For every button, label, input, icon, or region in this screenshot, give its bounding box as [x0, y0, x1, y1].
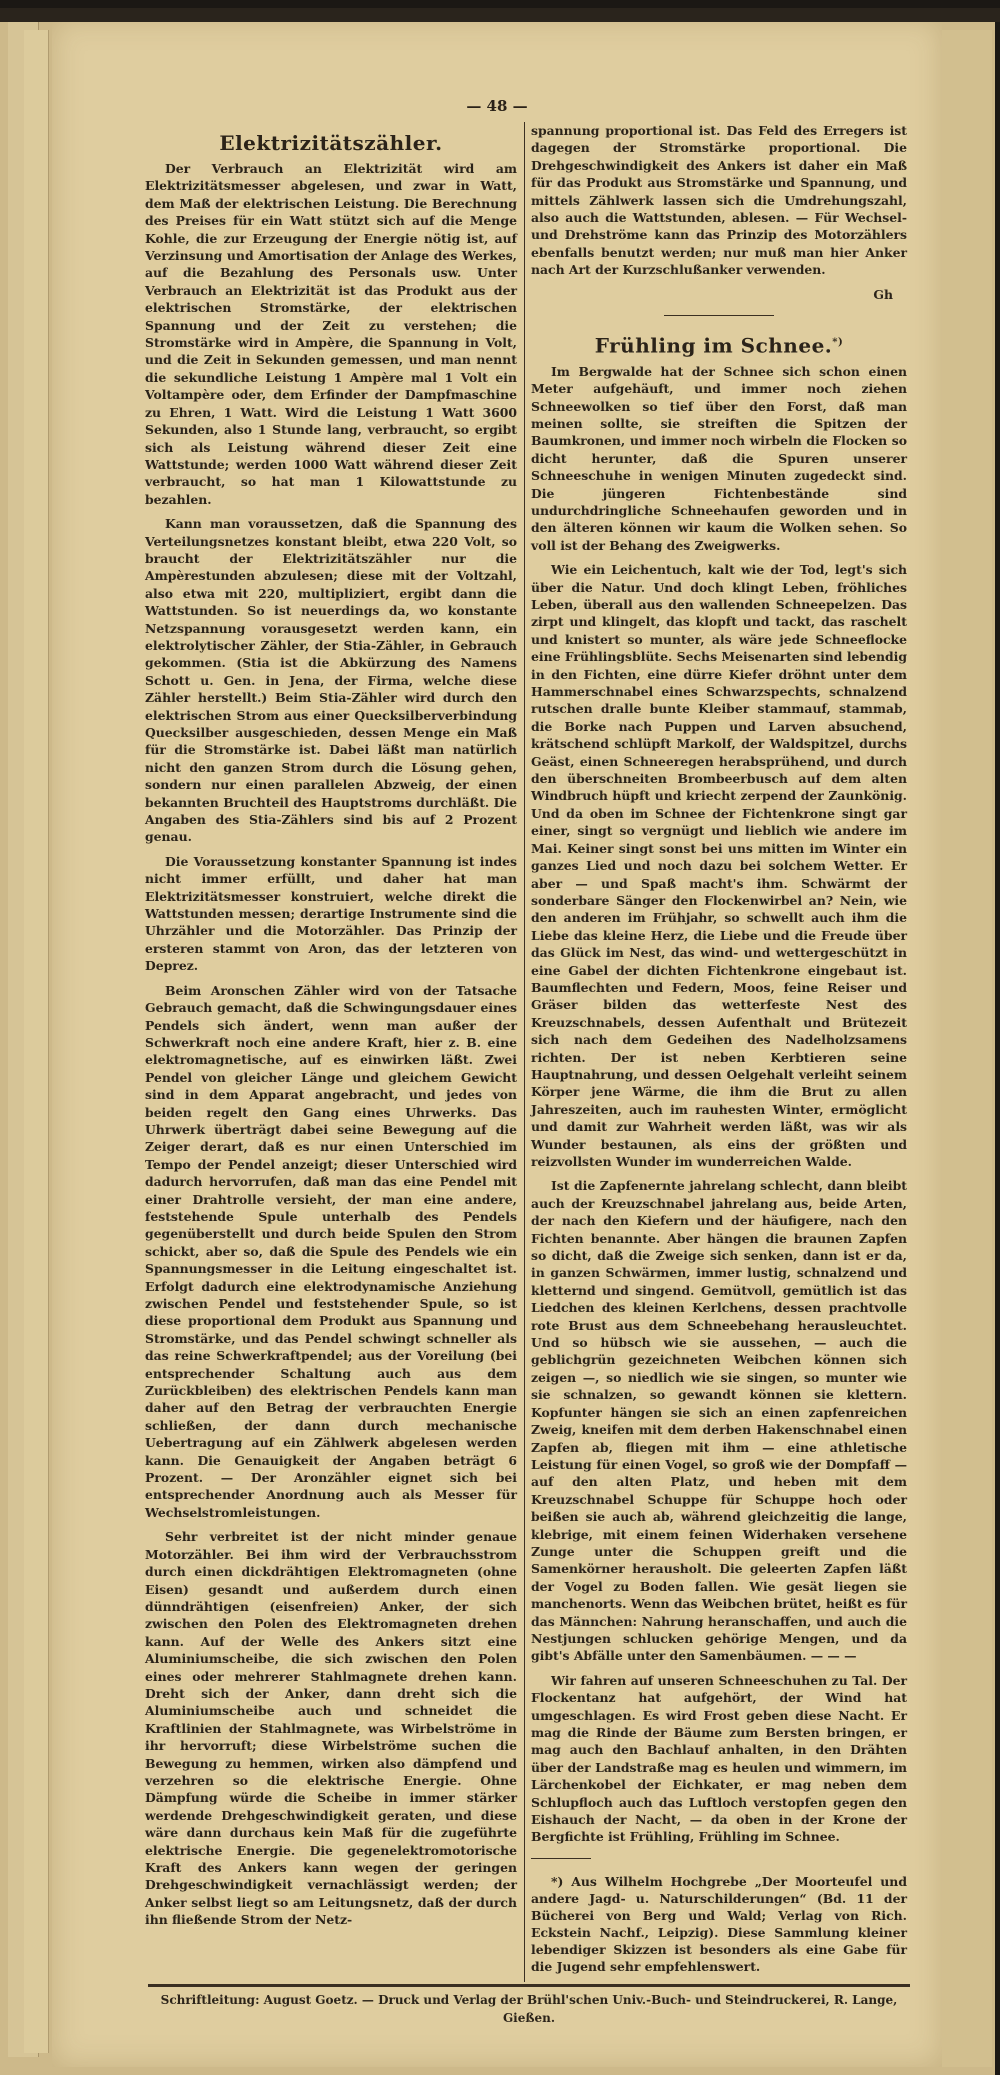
paragraph-continuation: spannung proportional ist. Das Feld des Erregers ist dagegen der Stromstärke proportional. Die Drehgeschwindigkeit des Ankers ist daher ein Maß für das Produkt aus Stromstärke und Spannung, und mittels Zählwerk lassen sich die Umdrehungszahl, also auch die Wattstunden, ablesen. — Für Wechsel- und Drehströme kann das Prinzip des Motorzählers ebenfalls benutzt werden; nur muß man hier Anker nach Art der Kurzschlußanker verwenden. [531, 123, 907, 278]
title-text: Frühling im Schnee. [594, 333, 833, 358]
book-background [0, 8, 995, 2075]
paragraph: Sehr verbreitet ist der nicht minder genaue Motorzähler. Bei ihm wird der Verbrauchsstrom durch einen dickdrähtigen Elektromagneten (ohne Eisen) gesandt und außerdem durch einen dünndrähtigen (eisenfreien) Anker, der sich zwischen den Polen des Elektromagneten drehen kann. Auf der Welle des Ankers sitzt eine Aluminiumscheibe, die sich zwischen den Polen eines oder mehrerer Stahlmagnete drehen kann. Dreht sich der Anker, dann dreht sich die Aluminiumscheibe auch und schneidet die Kraftlinien der Stahlmagnete, was Wirbelströme in ihr hervorruft; diese Wirbelströme suchen die Bewegung zu hemmen, wirken also dämpfend und verzehren so die elektrische Energie. Ohne Dämpfung würde die Scheibe in immer stärker werdende Drehgeschwindigkeit geraten, und diese wäre dann durchaus kein Maß für die zugeführte elektrische Energie. Die gegenelektromotorische Kraft des Ankers kann wegen der geringen Drehgeschwindigkeit vernachlässigt werden; der Anker selbst liegt so am Leitungsnetz, daß der durch ihn fließende Strom der Netz- [145, 1529, 517, 1928]
page-sheet [52, 18, 942, 2067]
footnote-rule [531, 1858, 591, 1859]
paragraph: Wie ein Leichentuch, kalt wie der Tod, legt's sich über die Natur. Und doch klingt Leben, fröhliches Leben, überall aus den wallenden Schneepelzen. Das zirpt und klingelt, das klopft und tackt, das raschelt und knistert so munter, als wäre jede Schneeflocke eine Frühlingsblüte. Sechs Meisenarten sind lebendig in den Fichten, eine dürre Kiefer dröhnt unter dem Hammerschnabel eines Schwarzspechts, schnalzend rutschen dralle bunte Kleiber stammauf, stammab, die Borke nach Puppen und Larven absuchend, krätschend schlüpft Markolf, der Waldspitzel, durchs Geäst, einen Schneeregen herabsprühend, und durch den überschneiten Brombeerbusch auf dem alten Windbruch hüpft und kriecht zerpend der Zaunkönig. Und da oben im Schnee der Fichtenkrone singt gar einer, singt so vergnügt und lieblich wie andere im Mai. Keiner singt sonst bei uns mitten im Winter ein ganzes Lied und noch dazu bei solchem Wetter. Er aber — und Spaß macht's ihm. Schwärmt der sonderbare Sänger den Flockenwirbel an? Nein, wie den anderen im Frühjahr, so schwellt auch ihm die Liebe das kleine Herz, die Liebe und die Freude über das Glück im Nest, das wind- und wettergeschützt in eine Gabel der dichten Fichtenkrone eingebaut ist. Baumflechten und Federn, Moos, feine Reiser und Gräser bilden das wetterfeste Nest des Kreuzschnabels, dessen Aufenthalt und Brütezeit sich nach dem Gedeihen des Nadelholzsamens richten. Der ist neben Kerbtieren seine Hauptnahrung, und dessen Oelgehalt verleiht seinem Körper jene Wärme, die ihm die Brut zu allen Jahreszeiten, auch im rauhesten Winter, ermöglicht und damit zur Wahrheit werden läßt, was wir als Wunder bestaunen, als eins der größten und reizvollsten Wunder im wunderreichen Walde. [531, 562, 907, 1169]
left-column [145, 122, 524, 1982]
section-separator [664, 315, 774, 316]
paragraph: Der Verbrauch an Elektrizität wird am Elektrizitätsmesser abgelesen, und zwar in Watt, dem Maß der elektrischen Leistung. Die Berechnung des Preises für ein Watt stützt sich auf die Menge Kohle, die zur Erzeugung der Energie nötig ist, auf Verzinsung und Amortisation der Anlage des Werkes, auf die Bezahlung des Personals usw. Unter Verbrauch an Elektrizität ist das Produkt aus der elektrischen Stromstärke, der elektrischen Spannung und der Zeit zu verstehen; die Stromstärke wird in Ampère, die Spannung in Volt, und die Zeit in Sekunden gemessen, und man nennt die sekundliche Leistung 1 Ampère mal 1 Volt ein Voltampère oder, dem Erfinder der Dampfmaschine zu Ehren, 1 Watt. Wird die Leistung 1 Watt 3600 Sekunden, also 1 Stunde lang, verbraucht, so ergibt sich als Leistung während dieser Zeit eine Wattstunde; werden 1000 Watt während dieser Zeit verbraucht, so hat man 1 Kilowattstunde zu bezahlen. [145, 161, 517, 507]
paragraph: Ist die Zapfenernte jahrelang schlecht, dann bleibt auch der Kreuzschnabel jahrelang aus, beide Arten, der nach den Kiefern und der häufigere, nach den Fichten benannte. Aber hängen die braunen Zapfen so dicht, daß die Zweige sich senken, dann ist er da, in ganzen Schwärmen, immer lustig, schnalzend und kletternd und singend. Gemütvoll, gemütlich ist das Liedchen des kleinen Kerlchens, dessen prachtvolle rote Brust aus dem Schneebehang herausleuchtet. Und so hübsch wie sie aussehen, — auch die geblichgrün gezeichneten Weibchen können sich zeigen —, so niedlich wie sie singen, so munter wie sie schnalzen, so gewandt können sie klettern. Kopfunter hängen sie sich an einen zapfenreichen Zweig, kneifen mit dem derben Hakenschnabel einen Zapfen ab, fliegen mit ihm — eine athletische Leistung für einen Vogel, so groß wie der Dompfaff — auf den alten Platz, und heben mit dem Kreuzschnabel Schuppe für Schuppe hoch oder beißen sie auch ab, während gleichzeitig die lange, klebrige, mit einem feinen Widerhaken versehene Zunge unter die Schuppen greift und die Samenkörner herausholt. Die geleerten Zapfen läßt der Vogel zu Boden fallen. Wie gesät liegen sie manchenorts. Wenn das Weibchen brütet, heißt es für das Männchen: Nahrung heranschaffen, und auch die Nestjungen schlucken gehörige Mengen, und da gibt's Abfälle unter den Samenbäumen. — — — [531, 1178, 907, 1664]
right-column [525, 122, 907, 1982]
page-edge [24, 30, 49, 2053]
paragraph: Beim Aronschen Zähler wird von der Tatsache Gebrauch gemacht, daß die Schwingungsdauer eines Pendels sich ändert, wenn man außer der Schwerkraft noch eine andere Kraft, hier z. B. eine elektromagnetische, auf es einwirken läßt. Zwei Pendel von gleicher Länge und gleichem Gewicht sind in dem Apparat angebracht, und jedes von beiden regelt den Gang eines Uhrwerks. Das Uhrwerk überträgt dabei seine Bewegung auf die Zeiger derart, daß es nur einen Unterschied im Tempo der Pendel anzeigt; dieser Unterschied wird dadurch hervorrufen, daß man das eine Pendel mit einer Drahtrolle versieht, der man eine andere, feststehende Spule unterhalb des Pendels gegenüberstellt und durch beide Spulen den Strom schickt, aber so, daß die Spule des Pendels wie ein Spannungsmesser in die Leitung eingeschaltet ist. Erfolgt dadurch eine elektrodynamische Anziehung zwischen Pendel und feststehender Spule, so ist diese proportional dem Produkt aus Spannung und Stromstärke, und das Pendel schwingt schneller als das reine Schwerkraftpendel; aus der Voreilung (bei entsprechender Schaltung auch aus dem Zurückbleiben) des elektrischen Pendels kann man daher auf den Betrag der verbrauchten Energie schließen, der dann durch mechanische Uebertragung auf ein Zählwerk abgelesen werden kann. Die Genauigkeit der Angaben beträgt 6 Prozent. — Der Aronzähler eignet sich bei entsprechender Anordnung auch als Messer für Wechselstromleistungen. [145, 982, 517, 1520]
footnote-mark: *) [832, 337, 844, 349]
columns [145, 122, 907, 1982]
article-title-fruehling [531, 330, 907, 359]
bottom-rule [148, 1984, 910, 1987]
imprint: Schriftleitung: August Goetz. — Druck und Verlag der Brühl'schen Univ.-Buch- und Steindruckerei, R. Lange, Gießen. [160, 1992, 898, 2025]
page-number: — 48 — [466, 97, 528, 115]
binding-strip [0, 8, 1000, 22]
page-edge [942, 30, 992, 2067]
paragraph: Die Voraussetzung konstanter Spannung ist indes nicht immer erfüllt, und daher hat man Elektrizitätsmesser konstruiert, welche direkt die Wattstunden messen; derartige Instrumente sind die Uhrzähler und die Motorzähler. Das Prinzip der ersteren stammt von Aron, das der letzteren von Deprez. [145, 853, 517, 974]
paragraph: Kann man voraussetzen, daß die Spannung des Verteilungsnetzes konstant bleibt, etwa 220 Volt, so braucht der Elektrizitätszähler nur die Ampèrestunden abzulesen; diese mit der Voltzahl, also etwa mit 220, multipliziert, ergibt dann die Wattstunden. So ist neuerdings da, wo konstante Netzspannung vorausgesetzt werden kann, ein elektrolytischer Zähler, der Stia-Zähler, in Gebrauch gekommen. (Stia ist die Abkürzung des Namens Schott u. Gen. in Jena, der Firma, welche diese Zähler herstellt.) Beim Stia-Zähler wird durch den elektrischen Strom aus einer Quecksilberverbindung Quecksilber ausgeschieden, dessen Menge ein Maß für die Stromstärke ist. Dabei läßt man natürlich nicht den ganzen Strom durch die Lösung gehen, sondern nur einen parallelen Abzweig, der einen bekannten Bruchteil des Hauptstroms durchläßt. Die Angaben des Stia-Zählers sind bis auf 2 Prozent genau. [145, 516, 517, 845]
paragraph: Im Bergwalde hat der Schnee sich schon einen Meter aufgehäuft, und immer noch ziehen Schneewolken so tief über den Forst, daß man meinen sollte, sie streiften die Spitzen der Baumkronen, und immer noch wirbeln die Flocken so dicht herunter, daß die Spuren unserer Schneeschuhe in wenigen Minuten zugedeckt sind. Die jüngeren Fichtenbestände sind undurchdringliche Schneehaufen geworden und in den älteren können wir kaum die Wolken sehen. So voll ist der Behang des Zweigwerks. [531, 363, 907, 553]
paragraph: Wir fahren auf unseren Schneeschuhen zu Tal. Der Flockentanz hat aufgehört, der Wind hat umgeschlagen. Es wird Frost geben diese Nacht. Er mag die Rinde der Bäume zum Bersten bringen, er mag auch den Bachlauf anhalten, in den Drähten über der Landstraße mag es heulen und wimmern, im Lärchenkobel der Eichkater, er mag neben dem Schlupfloch auch das Luftloch verstopfen gegen den Eishauch der Nacht, — da oben in der Krone der Bergfichte ist Frühling, Frühling im Schnee. [531, 1672, 907, 1845]
author-signature: Gh [873, 286, 893, 302]
article-title-elektrizitaetszaehler: Elektrizitätszähler. [219, 131, 443, 155]
footnote: *) Aus Wilhelm Hochgrebe „Der Moorteufel und andere Jagd- u. Naturschilderungen“ (Bd. 11 der Bücherei von Berg und Wald; Verlag von Rich. Eckstein Nachf., Leipzig). Diese Sammlung kleiner lebendiger Skizzen ist besonders als eine Gabe für die Jugend sehr empfehlenswert. [531, 1873, 907, 1974]
